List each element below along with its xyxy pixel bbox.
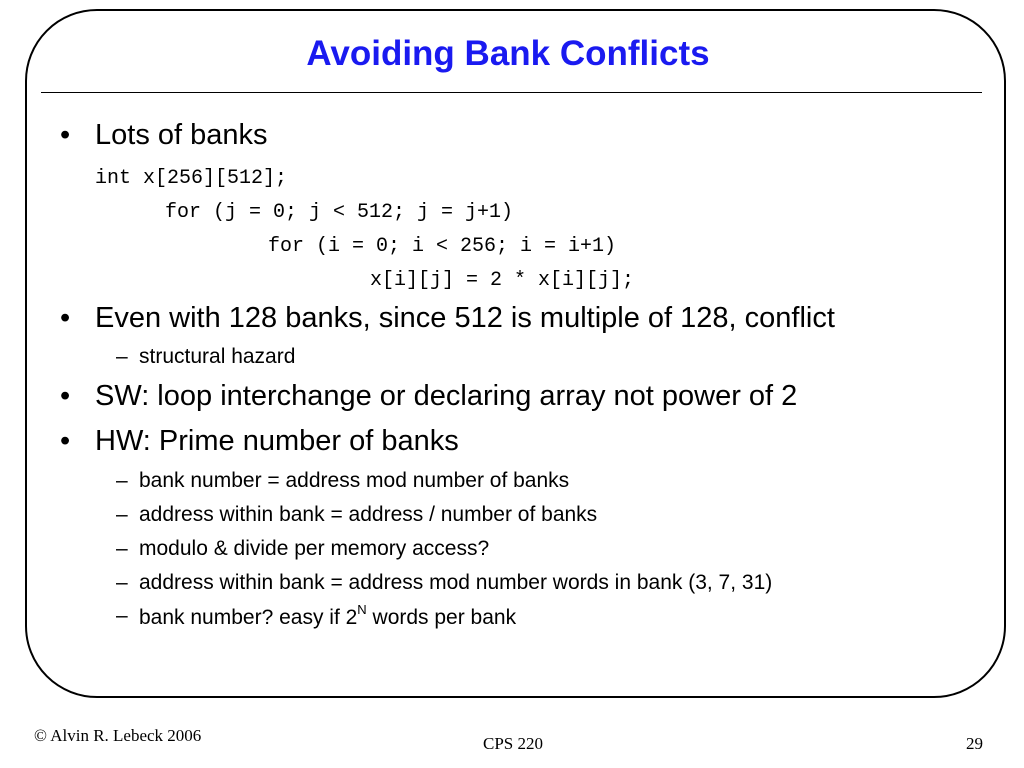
subitem-text-before: bank number? easy if 2 xyxy=(139,606,358,629)
footer-copyright: © Alvin R. Lebeck 2006 xyxy=(34,726,202,745)
footer-page-number: 29 xyxy=(966,734,983,753)
dash-symbol: – xyxy=(116,537,128,560)
code-line-declaration: int x[256][512]; xyxy=(95,167,288,190)
superscript-n: N xyxy=(357,602,367,617)
subitem-text-after: words per bank xyxy=(366,606,517,629)
subitem-address-mod-words: address within bank = address mod number words in bank (3, 7, 31) xyxy=(139,571,773,594)
bullet-conflict: Even with 128 banks, since 512 is multiple of 128, conflict xyxy=(95,302,835,334)
dash-symbol: – xyxy=(116,571,128,594)
subitem-modulo-divide: modulo & divide per memory access? xyxy=(139,537,490,560)
subitem-bank-number: bank number = address mod number of banks xyxy=(139,469,570,492)
dash-symbol: – xyxy=(116,604,128,627)
dash-symbol: – xyxy=(116,469,128,492)
title-divider xyxy=(41,92,982,93)
slide-title: Avoiding Bank Conflicts xyxy=(306,34,710,73)
bullet-lots-of-banks: Lots of banks xyxy=(95,119,268,151)
bullet-symbol: • xyxy=(60,380,71,412)
subitem-structural-hazard: structural hazard xyxy=(139,345,296,368)
footer-course: CPS 220 xyxy=(483,734,543,753)
bullet-hw: HW: Prime number of banks xyxy=(95,425,459,457)
dash-symbol: – xyxy=(116,503,128,526)
code-line-body: x[i][j] = 2 * x[i][j]; xyxy=(370,269,635,292)
bullet-sw: SW: loop interchange or declaring array not power of 2 xyxy=(95,380,798,412)
dash-symbol: – xyxy=(116,345,128,368)
code-line-inner-loop: for (i = 0; i < 256; i = i+1) xyxy=(268,235,617,258)
bullet-symbol: • xyxy=(60,425,71,457)
subitem-bank-number-easy xyxy=(139,604,516,630)
code-line-outer-loop: for (j = 0; j < 512; j = j+1) xyxy=(165,201,514,224)
subitem-address-within-bank: address within bank = address / number of banks xyxy=(139,503,598,526)
bullet-symbol: • xyxy=(60,302,71,334)
bullet-symbol: • xyxy=(60,119,71,151)
